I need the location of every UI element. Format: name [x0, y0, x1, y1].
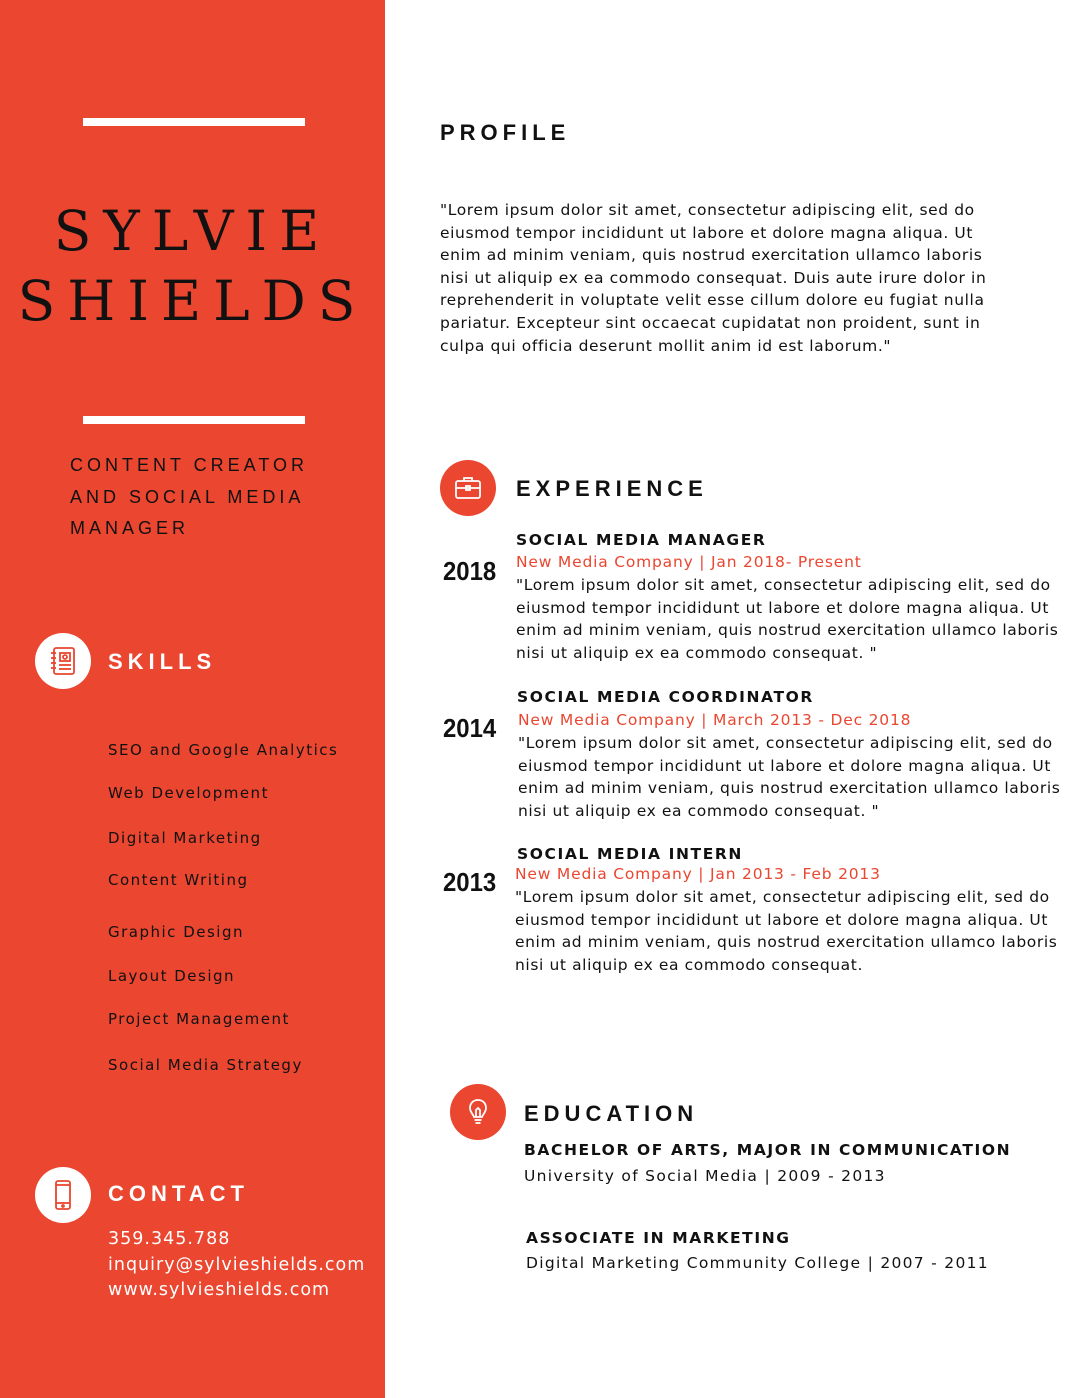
profile-heading: PROFILE [440, 120, 571, 145]
experience-year: 2014 [443, 713, 497, 743]
divider-bottom [83, 416, 305, 424]
name-last: SHIELDS [17, 269, 368, 333]
job-title-line: CONTENT CREATOR [70, 455, 309, 475]
skill-item: Digital Marketing [108, 829, 262, 847]
skill-item: Content Writing [108, 871, 249, 889]
skill-item: Layout Design [108, 967, 236, 985]
skill-item: Project Management [108, 1010, 290, 1028]
skill-item: Web Development [108, 784, 269, 802]
skill-item: Social Media Strategy [108, 1056, 303, 1074]
skill-item: Graphic Design [108, 923, 244, 941]
phone-icon [35, 1167, 91, 1223]
briefcase-icon [440, 460, 496, 516]
experience-desc: "Lorem ipsum dolor sit amet, consectetur adipiscing elit, sed do eiusmod tempor incididunt ut labore et dolore magna aliqua. Ut enim ad minim veniam, quis nostrud exercitation ullamco laboris nisi ut aliquip ex ea commodo consequat. " [516, 576, 1059, 662]
experience-heading: EXPERIENCE [516, 476, 708, 501]
contact-heading: CONTACT [108, 1181, 249, 1206]
job-title-line: AND SOCIAL MEDIA [70, 486, 305, 507]
experience-year: 2018 [443, 556, 497, 586]
experience-meta: New Media Company | Jan 2013 - Feb 2013 [515, 865, 881, 883]
education-school: Digital Marketing Community College | 2007 - 2011 [526, 1254, 989, 1272]
notebook-icon [35, 633, 91, 689]
skill-item: SEO and Google Analytics [108, 741, 339, 759]
education-heading: EDUCATION [524, 1101, 699, 1126]
contact-email[interactable]: inquiry@sylvieshields.com [108, 1255, 366, 1275]
experience-title: SOCIAL MEDIA INTERN [517, 845, 743, 863]
experience-desc: "Lorem ipsum dolor sit amet, consectetur adipiscing elit, sed do eiusmod tempor incididunt ut labore et dolore magna aliqua. Ut enim ad minim veniam, quis nostrud exercitation ullamco laboris nisi ut aliquip ex ea commodo consequat. " [518, 734, 1061, 820]
job-title-line: MANAGER [70, 518, 190, 538]
experience-meta: New Media Company | March 2013 - Dec 2018 [518, 711, 912, 729]
experience-desc: "Lorem ipsum dolor sit amet, consectetur adipiscing elit, sed do eiusmod tempor incididunt ut labore et dolore magna aliqua. Ut enim ad minim veniam, quis nostrud exercitation ullamco laboris nisi ut aliquip ex ea commodo consequat. [515, 888, 1058, 974]
divider-top [83, 118, 305, 126]
contact-phone[interactable]: 359.345.788 [108, 1229, 231, 1249]
experience-title: SOCIAL MEDIA MANAGER [516, 531, 767, 549]
name-first: SYLVIE [53, 199, 332, 263]
profile-text: "Lorem ipsum dolor sit amet, consectetur adipiscing elit, sed do eiusmod tempor incididunt ut labore et dolore magna aliqua. Ut enim ad minim veniam, quis nostrud exercitation ullamco laboris nisi ut aliquip ex ea commodo consequat. Duis aute irure dolor in reprehenderit in voluptate velit esse cillum dolore eu fugiat nulla pariatur. Excepteur sint occaecat cupidatat non proident, sunt in culpa qui officia deserunt mollit anim id est laborum." [440, 201, 987, 355]
contact-website[interactable]: www.sylvieshields.com [108, 1280, 331, 1300]
education-degree: BACHELOR OF ARTS, MAJOR IN COMMUNICATION [524, 1141, 1012, 1159]
education-degree: ASSOCIATE IN MARKETING [526, 1229, 791, 1247]
education-school: University of Social Media | 2009 - 2013 [524, 1167, 886, 1185]
job-title [70, 450, 370, 545]
experience-meta: New Media Company | Jan 2018- Present [516, 553, 862, 571]
lightbulb-icon [450, 1084, 506, 1140]
experience-title: SOCIAL MEDIA COORDINATOR [517, 688, 814, 706]
skills-heading: SKILLS [108, 649, 217, 674]
experience-year: 2013 [443, 867, 497, 897]
